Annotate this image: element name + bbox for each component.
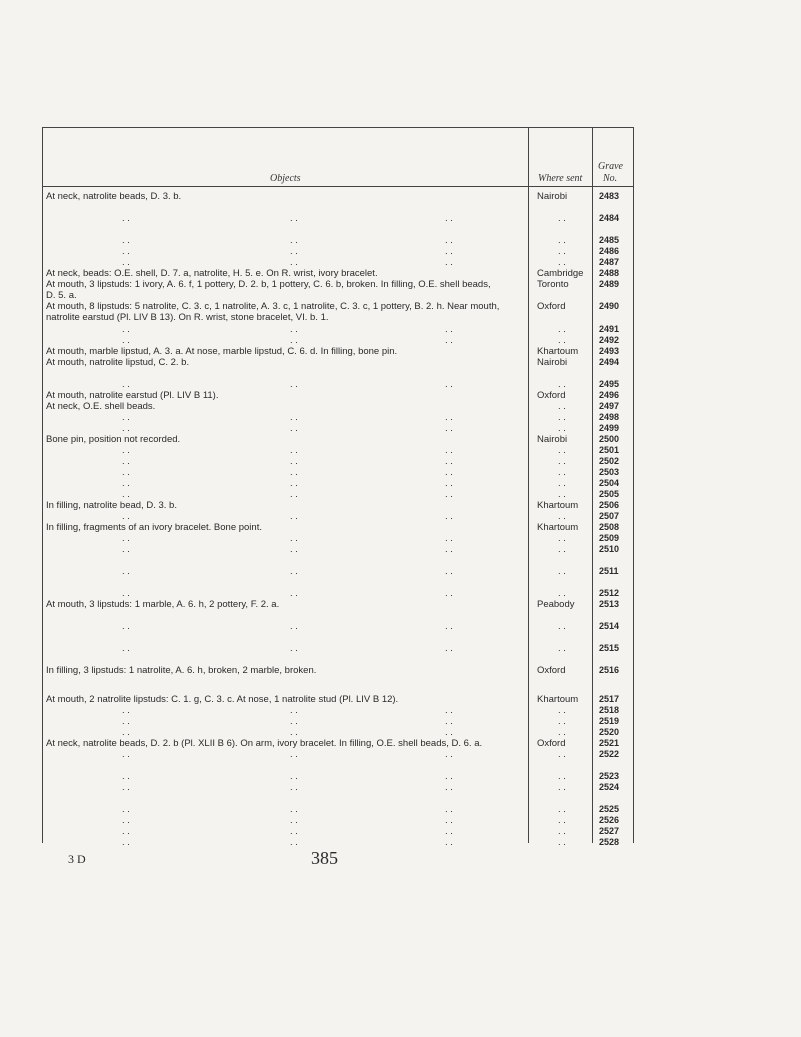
ditto-mark: . . [558, 412, 566, 423]
ditto-mark: . . [445, 257, 453, 268]
table-row [0, 500, 801, 511]
table-row [0, 412, 801, 423]
ditto-mark: . . [122, 716, 130, 727]
ditto-mark: . . [445, 533, 453, 544]
ditto-mark: . . [445, 837, 453, 848]
ditto-mark: . . [122, 412, 130, 423]
grave-number-cell: 2509 [599, 533, 620, 543]
objects-cell: At mouth, 2 natrolite lipstuds: C. 1. g, C. 3. c. At nose, 1 natrolite stud (Pl. LIV B 12). [46, 694, 399, 705]
ditto-mark: . . [290, 544, 298, 555]
ditto-mark: . . [290, 621, 298, 632]
grave-number-cell: 2512 [599, 588, 620, 598]
table-row [0, 694, 801, 705]
ditto-mark: . . [558, 467, 566, 478]
ditto-mark: . . [122, 588, 130, 599]
top-rule [42, 127, 633, 128]
ditto-mark: . . [122, 235, 130, 246]
ditto-mark: . . [290, 771, 298, 782]
ditto-mark: . . [558, 771, 566, 782]
ditto-mark: . . [558, 257, 566, 268]
signature-mark: 3 D [68, 852, 86, 866]
ditto-mark: . . [558, 837, 566, 848]
grave-number-cell: 2526 [599, 815, 620, 825]
ditto-mark: . . [122, 727, 130, 738]
where-sent-cell: Oxford [537, 738, 566, 749]
table-row [0, 445, 801, 456]
table-row [0, 268, 801, 279]
ditto-mark: . . [290, 423, 298, 434]
grave-number-cell: 2515 [599, 643, 620, 653]
table-row [0, 804, 801, 815]
grave-number-cell: 2493 [599, 346, 620, 356]
grave-number-cell: 2527 [599, 826, 620, 836]
ditto-mark: . . [558, 716, 566, 727]
header-objects: Objects [270, 173, 301, 184]
ditto-mark: . . [290, 257, 298, 268]
grave-number-cell: 2507 [599, 511, 620, 521]
table-row [0, 544, 801, 555]
ditto-mark: . . [445, 324, 453, 335]
table-row [0, 665, 801, 676]
where-sent-cell: Khartoum [537, 346, 579, 357]
ditto-mark: . . [122, 749, 130, 760]
table-row [0, 643, 801, 654]
ditto-mark: . . [122, 445, 130, 456]
ditto-mark: . . [122, 213, 130, 224]
objects-cell: At neck, natrolite beads, D. 2. b (Pl. XLII B 6). On arm, ivory bracelet. In filling, O.E. shell beads, D. 6. a. [46, 738, 483, 749]
ditto-mark: . . [290, 213, 298, 224]
ditto-mark: . . [445, 478, 453, 489]
where-sent-cell: Nairobi [537, 434, 568, 445]
ditto-mark: . . [445, 246, 453, 257]
ditto-mark: . . [290, 235, 298, 246]
table-row [0, 815, 801, 826]
grave-number-cell: 2523 [599, 771, 620, 781]
grave-number-cell: 2489 [599, 279, 620, 289]
ditto-mark: . . [290, 246, 298, 257]
objects-cell: At mouth, natrolite lipstud, C. 2. b. [46, 357, 190, 368]
ditto-mark: . . [445, 544, 453, 555]
grave-number-cell: 2490 [599, 301, 620, 311]
grave-number-cell: 2513 [599, 599, 620, 609]
table-row [0, 782, 801, 793]
ditto-mark: . . [445, 213, 453, 224]
grave-number-cell: 2502 [599, 456, 620, 466]
grave-number-cell: 2518 [599, 705, 620, 715]
ditto-mark: . . [558, 401, 566, 412]
ditto-mark: . . [122, 826, 130, 837]
ditto-mark: . . [122, 566, 130, 577]
grave-number-cell: 2486 [599, 246, 620, 256]
objects-cell-continued: D. 5. a. [46, 290, 77, 301]
where-sent-cell: Nairobi [537, 191, 568, 202]
table-row [0, 357, 801, 368]
ditto-mark: . . [122, 804, 130, 815]
ditto-mark: . . [290, 489, 298, 500]
ditto-mark: . . [445, 621, 453, 632]
ditto-mark: . . [290, 533, 298, 544]
ditto-mark: . . [558, 782, 566, 793]
objects-cell: At mouth, 8 lipstuds: 5 natrolite, C. 3. c, 1 natrolite, A. 3. c, 1 natrolite, C. 3. c, 1 pottery, B. 2. h. Near mouth, [46, 301, 500, 312]
table-row [0, 716, 801, 727]
ditto-mark: . . [445, 511, 453, 522]
grave-number-cell: 2508 [599, 522, 620, 532]
table-row [0, 599, 801, 610]
ditto-mark: . . [445, 727, 453, 738]
ditto-mark: . . [558, 621, 566, 632]
where-sent-cell: Cambridge [537, 268, 584, 279]
grave-number-cell: 2498 [599, 412, 620, 422]
table-row [0, 346, 801, 357]
ditto-mark: . . [558, 379, 566, 390]
table-row [0, 588, 801, 599]
ditto-mark: . . [290, 412, 298, 423]
ditto-mark: . . [122, 544, 130, 555]
where-sent-cell: Khartoum [537, 500, 579, 511]
grave-number-cell: 2488 [599, 268, 620, 278]
grave-number-cell: 2484 [599, 213, 620, 223]
table-row [0, 467, 801, 478]
table-row [0, 489, 801, 500]
grave-number-cell: 2517 [599, 694, 620, 704]
objects-cell: At neck, O.E. shell beads. [46, 401, 156, 412]
where-sent-cell: Khartoum [537, 522, 579, 533]
ditto-mark: . . [290, 804, 298, 815]
ditto-mark: . . [445, 705, 453, 716]
ditto-mark: . . [445, 467, 453, 478]
page-number: 385 [311, 848, 338, 868]
table-row [0, 401, 801, 412]
grave-number-cell: 2528 [599, 837, 620, 847]
grave-number-cell: 2511 [599, 566, 619, 576]
table-row [0, 566, 801, 577]
ditto-mark: . . [445, 716, 453, 727]
table-row [0, 235, 801, 246]
ditto-mark: . . [445, 588, 453, 599]
objects-cell: In filling, 3 lipstuds: 1 natrolite, A. 6. h, broken, 2 marble, broken. [46, 665, 317, 676]
table-row [0, 837, 801, 848]
table-row [0, 279, 801, 301]
ditto-mark: . . [290, 749, 298, 760]
ditto-mark: . . [558, 423, 566, 434]
ditto-mark: . . [558, 335, 566, 346]
ditto-mark: . . [445, 335, 453, 346]
ditto-mark: . . [558, 749, 566, 760]
ditto-mark: . . [122, 489, 130, 500]
where-sent-cell: Toronto [537, 279, 569, 290]
ditto-mark: . . [558, 511, 566, 522]
grave-number-cell: 2522 [599, 749, 620, 759]
ditto-mark: . . [445, 566, 453, 577]
where-sent-cell: Oxford [537, 390, 566, 401]
grave-number-cell: 2485 [599, 235, 620, 245]
table-row [0, 301, 801, 323]
ditto-mark: . . [290, 588, 298, 599]
grave-number-cell: 2510 [599, 544, 620, 554]
grave-number-cell: 2499 [599, 423, 620, 433]
table-row [0, 191, 801, 202]
ditto-mark: . . [122, 456, 130, 467]
ditto-mark: . . [122, 533, 130, 544]
ditto-mark: . . [290, 716, 298, 727]
ditto-mark: . . [558, 566, 566, 577]
grave-number-cell: 2505 [599, 489, 620, 499]
grave-number-cell: 2503 [599, 467, 620, 477]
table-row [0, 434, 801, 445]
grave-number-cell: 2487 [599, 257, 620, 267]
ditto-mark: . . [558, 533, 566, 544]
ditto-mark: . . [558, 804, 566, 815]
grave-number-cell: 2506 [599, 500, 620, 510]
grave-number-cell: 2521 [599, 738, 620, 748]
ditto-mark: . . [122, 621, 130, 632]
table-row [0, 456, 801, 467]
grave-number-cell: 2495 [599, 379, 620, 389]
ditto-mark: . . [445, 749, 453, 760]
grave-number-cell: 2504 [599, 478, 620, 488]
objects-cell: Bone pin, position not recorded. [46, 434, 181, 445]
ditto-mark: . . [558, 324, 566, 335]
where-sent-cell: Oxford [537, 665, 566, 676]
header-rule [42, 186, 633, 187]
where-sent-cell: Oxford [537, 301, 566, 312]
ditto-mark: . . [290, 467, 298, 478]
ditto-mark: . . [290, 335, 298, 346]
table-row [0, 213, 801, 224]
ditto-mark: . . [445, 445, 453, 456]
table-row [0, 771, 801, 782]
ditto-mark: . . [122, 257, 130, 268]
grave-number-cell: 2491 [599, 324, 620, 334]
ditto-mark: . . [290, 445, 298, 456]
table-row [0, 379, 801, 390]
table-row [0, 826, 801, 837]
ditto-mark: . . [445, 782, 453, 793]
objects-cell: At mouth, 3 lipstuds: 1 marble, A. 6. h, 2 pottery, F. 2. a. [46, 599, 280, 610]
ditto-mark: . . [290, 837, 298, 848]
ditto-mark: . . [558, 246, 566, 257]
ditto-mark: . . [290, 826, 298, 837]
ditto-mark: . . [445, 826, 453, 837]
ditto-mark: . . [122, 782, 130, 793]
ditto-mark: . . [558, 544, 566, 555]
grave-number-cell: 2524 [599, 782, 620, 792]
table-row [0, 705, 801, 716]
ditto-mark: . . [558, 705, 566, 716]
ditto-mark: . . [445, 815, 453, 826]
ditto-mark: . . [445, 423, 453, 434]
ditto-mark: . . [290, 643, 298, 654]
grave-number-cell: 2483 [599, 191, 620, 201]
ditto-mark: . . [122, 324, 130, 335]
grave-number-cell: 2497 [599, 401, 620, 411]
ditto-mark: . . [558, 478, 566, 489]
ditto-mark: . . [558, 815, 566, 826]
ditto-mark: . . [122, 837, 130, 848]
table-row [0, 533, 801, 544]
ditto-mark: . . [445, 804, 453, 815]
where-sent-cell: Nairobi [537, 357, 568, 368]
ditto-mark: . . [558, 489, 566, 500]
table-row [0, 522, 801, 533]
objects-cell: At neck, natrolite beads, D. 3. b. [46, 191, 182, 202]
ditto-mark: . . [290, 705, 298, 716]
ditto-mark: . . [558, 235, 566, 246]
ditto-mark: . . [558, 456, 566, 467]
ditto-mark: . . [558, 727, 566, 738]
ditto-mark: . . [122, 335, 130, 346]
ditto-mark: . . [122, 815, 130, 826]
objects-cell: At mouth, natrolite earstud (Pl. LIV B 11). [46, 390, 219, 401]
objects-cell: In filling, natrolite bead, D. 3. b. [46, 500, 177, 511]
ditto-mark: . . [290, 324, 298, 335]
table-row [0, 621, 801, 632]
ditto-mark: . . [290, 815, 298, 826]
ditto-mark: . . [445, 489, 453, 500]
grave-number-cell: 2514 [599, 621, 620, 631]
table-row [0, 335, 801, 346]
where-sent-cell: Peabody [537, 599, 575, 610]
ditto-mark: . . [290, 478, 298, 489]
ditto-mark: . . [558, 213, 566, 224]
grave-number-cell: 2492 [599, 335, 620, 345]
ditto-mark: . . [122, 643, 130, 654]
grave-number-cell: 2496 [599, 390, 620, 400]
ditto-mark: . . [290, 379, 298, 390]
ditto-mark: . . [290, 456, 298, 467]
ditto-mark: . . [122, 467, 130, 478]
ditto-mark: . . [122, 423, 130, 434]
ditto-mark: . . [122, 511, 130, 522]
table-row [0, 390, 801, 401]
table-row [0, 257, 801, 268]
table-row [0, 423, 801, 434]
header-grave-line1: Grave [598, 161, 623, 172]
grave-number-cell: 2525 [599, 804, 620, 814]
ditto-mark: . . [290, 727, 298, 738]
header-grave-line2: No. [603, 173, 618, 184]
ditto-mark: . . [558, 588, 566, 599]
ditto-mark: . . [122, 771, 130, 782]
ditto-mark: . . [290, 782, 298, 793]
ditto-mark: . . [558, 826, 566, 837]
objects-cell: At mouth, marble lipstud, A. 3. a. At nose, marble lipstud, C. 6. d. In filling, bone pin. [46, 346, 398, 357]
grave-number-cell: 2519 [599, 716, 620, 726]
ditto-mark: . . [445, 771, 453, 782]
ditto-mark: . . [445, 235, 453, 246]
table-row [0, 727, 801, 738]
grave-number-cell: 2494 [599, 357, 620, 367]
ditto-mark: . . [445, 643, 453, 654]
objects-cell: At neck, beads: O.E. shell, D. 7. a, natrolite, H. 5. e. On R. wrist, ivory bracelet. [46, 268, 378, 279]
objects-cell: In filling, fragments of an ivory bracelet. Bone point. [46, 522, 262, 533]
ditto-mark: . . [445, 379, 453, 390]
table-row [0, 246, 801, 257]
ditto-mark: . . [445, 412, 453, 423]
grave-number-cell: 2520 [599, 727, 620, 737]
grave-number-cell: 2501 [599, 445, 620, 455]
ditto-mark: . . [122, 705, 130, 716]
ditto-mark: . . [558, 445, 566, 456]
table-row [0, 511, 801, 522]
table-row [0, 738, 801, 749]
ditto-mark: . . [290, 511, 298, 522]
grave-number-cell: 2500 [599, 434, 620, 444]
ditto-mark: . . [122, 478, 130, 489]
objects-cell-continued: natrolite earstud (Pl. LIV B 13). On R. wrist, stone bracelet, VI. b. 1. [46, 312, 329, 323]
table-row [0, 749, 801, 760]
where-sent-cell: Khartoum [537, 694, 579, 705]
ditto-mark: . . [122, 246, 130, 257]
objects-cell: At mouth, 3 lipstuds: 1 ivory, A. 6. f, 1 pottery, D. 2. b, 1 pottery, C. 6. b, broken. In filling, O.E. shell beads, [46, 279, 491, 290]
ditto-mark: . . [122, 379, 130, 390]
table-row [0, 324, 801, 335]
grave-number-cell: 2516 [599, 665, 620, 675]
ditto-mark: . . [558, 643, 566, 654]
ditto-mark: . . [290, 566, 298, 577]
ditto-mark: . . [445, 456, 453, 467]
header-where-sent: Where sent [538, 173, 583, 184]
table-row [0, 478, 801, 489]
